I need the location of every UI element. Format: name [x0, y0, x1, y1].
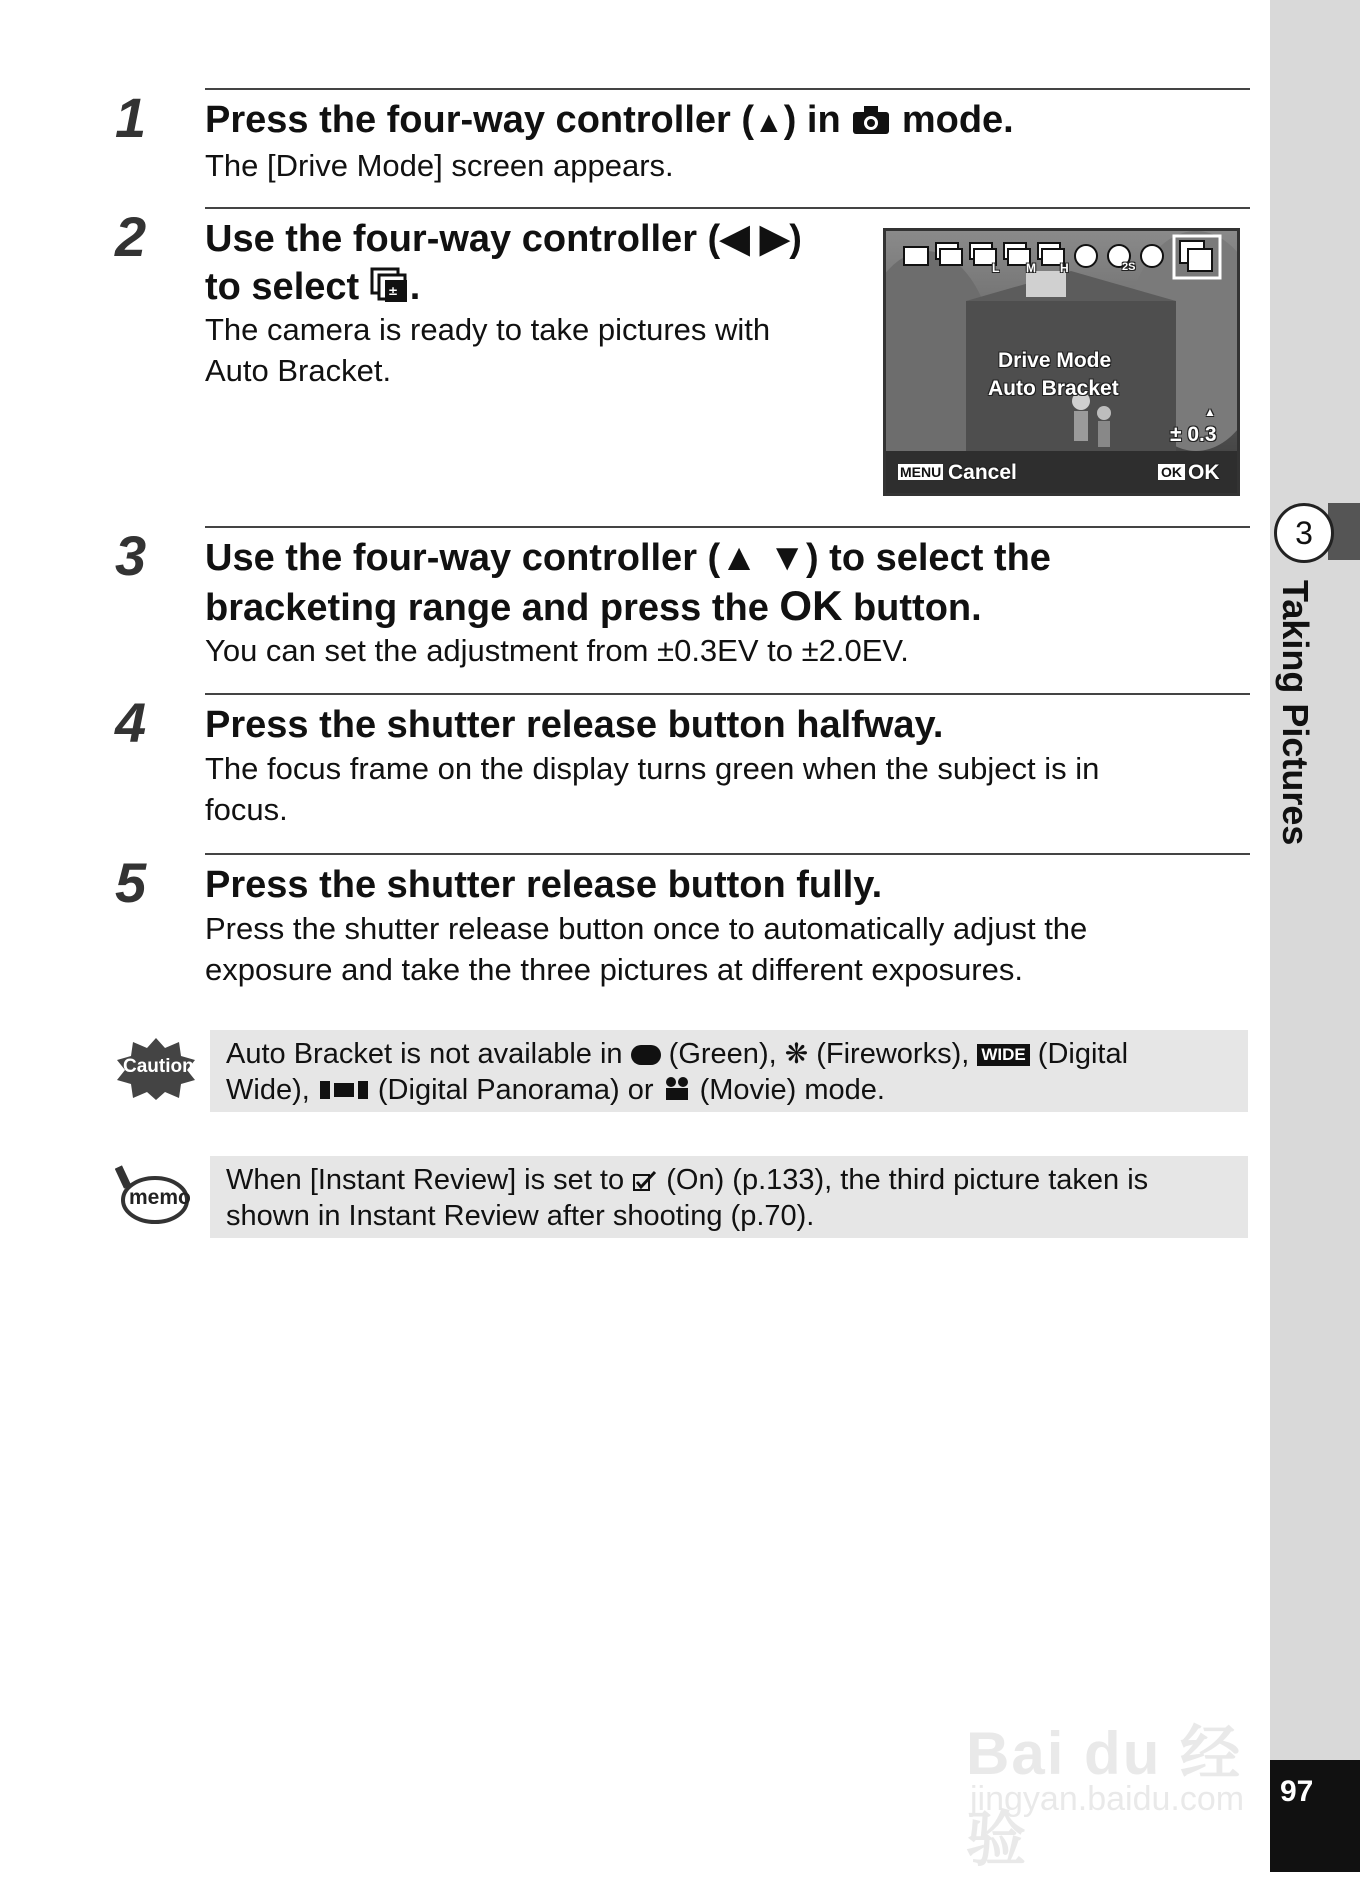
step-number: 4: [115, 691, 147, 754]
memo-badge: [115, 1164, 189, 1226]
drive-mode-screen-image: [883, 228, 1240, 496]
watermark-brand: Bai du 经验: [966, 1720, 1243, 1873]
auto-bracket-label: Auto Bracket: [988, 377, 1119, 400]
menu-key: MENU: [900, 464, 942, 480]
step-title: Use the four-way controller (◀ ▶) to select ± .: [205, 218, 802, 308]
chapter-side-tab: [1270, 0, 1360, 1872]
chapter-number: 3: [1274, 503, 1334, 563]
step-5: [115, 853, 1250, 993]
step-number: 3: [115, 524, 147, 587]
step-description: You can set the adjustment from ±0.3EV to ±2.0EV.: [205, 633, 909, 668]
memo-label: memo: [129, 1186, 191, 1209]
sub-label-l: L: [992, 261, 1000, 275]
step-title: Press the four-way controller (▲) in mode.: [205, 99, 1014, 141]
step-title: Press the shutter release button fully.: [205, 864, 883, 906]
step-title: Press the shutter release button halfway.: [205, 704, 944, 746]
step-divider: [205, 853, 1250, 855]
watermark-url: jingyan.baidu.com: [970, 1780, 1245, 1818]
svg-text:±: ±: [387, 284, 398, 298]
ok-label: OK: [1188, 461, 1220, 484]
step-number: 2: [115, 205, 147, 268]
movie-icon: [662, 1076, 692, 1102]
digital-panorama-icon: [318, 1079, 370, 1101]
step-description: The focus frame on the display turns green when the subject is in focus.: [205, 751, 1100, 827]
caution-note: Auto Bracket is not available in (Green), ❋ (Fireworks), WIDE (Digital Wide), (Digital Panorama) or (Movie) mode.: [210, 1030, 1248, 1112]
step-title: Use the four-way controller (▲ ▼) to select the bracketing range and press the OK button.: [205, 537, 1051, 629]
auto-bracket-icon: [370, 267, 410, 305]
up-arrow-icon: ▲: [754, 106, 784, 139]
drive-mode-label: Drive Mode: [998, 349, 1112, 372]
camera-icon: [851, 104, 891, 136]
checkbox-icon: [632, 1170, 658, 1192]
ok-key: OK: [1158, 464, 1185, 480]
sub-label-m: M: [1026, 261, 1036, 275]
caution-label: Caution: [123, 1056, 194, 1077]
baidu-watermark: [960, 1668, 1270, 1873]
step-description: The camera is ready to take pictures with Auto Bracket.: [205, 312, 771, 388]
fireworks-icon: ❋: [784, 1038, 809, 1069]
memo-note: When [Instant Review] is set to (On) (p.133), the third picture taken is shown in Instant Review after shooting (p.70).: [210, 1156, 1248, 1238]
step-4: [115, 691, 1250, 827]
chapter-title: Taking Pictures: [1275, 580, 1316, 846]
step-number: 1: [115, 86, 147, 149]
step-description: Press the shutter release button once to automatically adjust the exposure and take the three pictures at different exposures.: [205, 911, 1088, 987]
ok-button-glyph: OK: [779, 582, 843, 629]
step-divider: [205, 207, 1250, 209]
cancel-label: Cancel: [948, 461, 1017, 484]
sub-label-h: H: [1060, 261, 1069, 275]
step-description: The [Drive Mode] screen appears.: [205, 148, 674, 183]
step-divider: [205, 88, 1250, 90]
up-arrow-icon: ▲: [1204, 405, 1216, 419]
step-1: [115, 88, 1250, 188]
bracket-value: ± 0.3: [1170, 423, 1217, 446]
green-mode-icon: [631, 1045, 661, 1065]
wide-icon: WIDE: [977, 1044, 1029, 1066]
step-divider: [205, 526, 1250, 528]
step-number: 5: [115, 851, 147, 914]
step-divider: [205, 693, 1250, 695]
sub-label-2s: 2S: [1122, 261, 1136, 273]
caution-badge: [115, 1036, 197, 1102]
page-number: 97: [1270, 1760, 1360, 1872]
step-3: [115, 526, 1250, 676]
